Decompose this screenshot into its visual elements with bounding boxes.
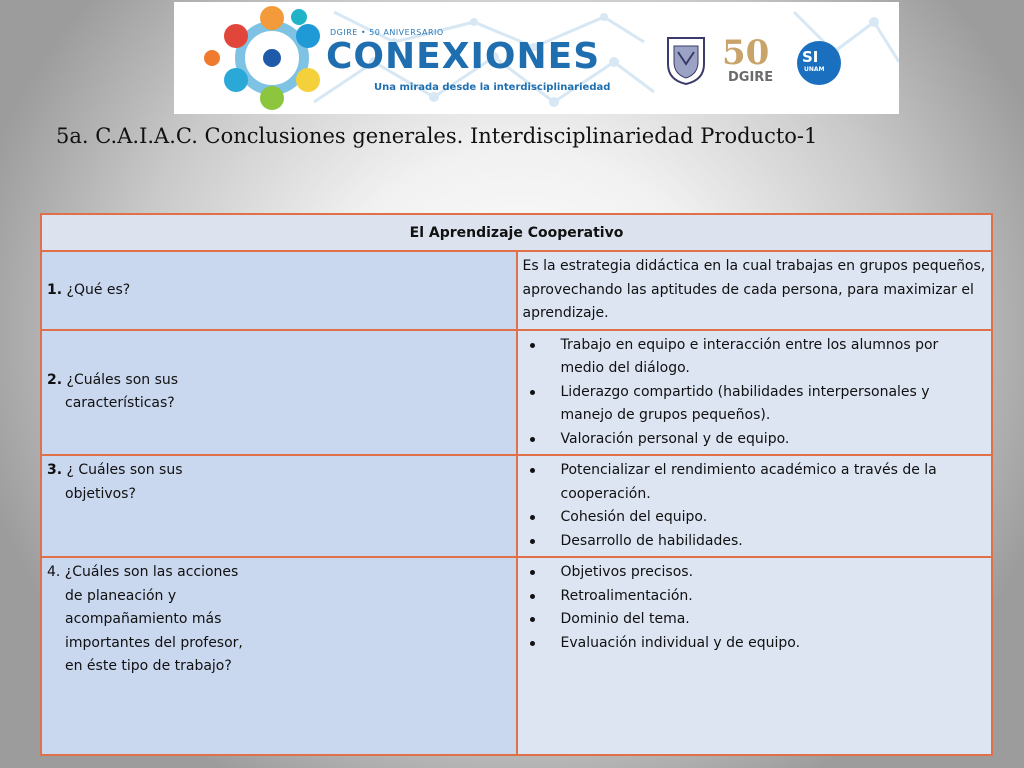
question-text: ¿ Cuáles son sus [62, 462, 183, 478]
list-item: Potencializar el rendimiento académico a través de la cooperación. [523, 459, 987, 506]
answer-cell [517, 330, 993, 456]
question-text-cont: características? [65, 395, 175, 412]
banner-top-text: DGIRE • 50 ANIVERSARIO [330, 28, 444, 37]
si-unam-logo [794, 40, 844, 86]
question-number: 1. [47, 281, 63, 298]
question-cell [41, 330, 517, 456]
question-number: 3. [47, 462, 63, 478]
bullet-list [523, 459, 987, 553]
logo-50-text: 50 [722, 33, 770, 73]
banner-subtitle: Una mirada desde la interdisciplinariedad [374, 82, 611, 93]
slide-title: 5a. C.A.I.A.C. Conclusiones generales. Interdisciplinariedad Producto-1 [56, 124, 818, 148]
unam-shield-icon [664, 34, 708, 86]
list-item: Evaluación individual y de equipo. [523, 632, 987, 656]
logo-si-unam-text: UNAM [804, 66, 825, 73]
list-item: Valoración personal y de equipo. [523, 428, 987, 452]
list-item: Dominio del tema. [523, 608, 987, 632]
question-text: ¿Cuáles son sus [62, 371, 179, 388]
question-cell [41, 557, 517, 755]
cooperative-learning-table [40, 213, 993, 756]
question-text: 4. ¿Cuáles son las acciones [47, 564, 239, 580]
conexiones-banner [174, 2, 899, 114]
question-cell [41, 251, 517, 330]
question-number: 2. [47, 371, 63, 388]
question-text-cont: acompañamiento más [65, 611, 222, 627]
question-text-cont: de planeación y [65, 587, 177, 604]
table-header: El Aprendizaje Cooperativo [41, 214, 992, 251]
list-item: Desarrollo de habilidades. [523, 530, 987, 554]
table-row [41, 330, 992, 456]
table-row [41, 557, 992, 755]
dgire-50-logo [722, 33, 784, 90]
bullet-list [523, 334, 987, 452]
question-text-cont: en éste tipo de trabajo? [65, 658, 232, 674]
banner-title: CONEXIONES [326, 36, 601, 77]
answer-cell [517, 557, 993, 755]
list-item: Retroalimentación. [523, 585, 987, 609]
logo-si-text: SI [802, 48, 819, 66]
conexiones-logo-icon [204, 6, 320, 110]
logo-dgire-text: DGIRE [728, 70, 774, 85]
question-text-cont: importantes del profesor, [65, 634, 243, 651]
question-cell [41, 455, 517, 557]
list-item: Liderazgo compartido (habilidades interpersonales y manejo de grupos pequeños). [523, 381, 987, 428]
table-row [41, 251, 992, 330]
table-row [41, 455, 992, 557]
question-text-cont: objetivos? [65, 485, 136, 502]
answer-cell: Es la estrategia didáctica en la cual trabajas en grupos pequeños, aprovechando las aptitudes de cada persona, para maximizar el aprendizaje. [517, 251, 993, 330]
answer-cell [517, 455, 993, 557]
list-item: Objetivos precisos. [523, 561, 987, 585]
table-header-row [41, 214, 992, 251]
list-item: Cohesión del equipo. [523, 506, 987, 530]
bullet-list [523, 561, 987, 655]
list-item: Trabajo en equipo e interacción entre los alumnos por medio del diálogo. [523, 334, 987, 381]
question-text: ¿Qué es? [62, 281, 131, 298]
